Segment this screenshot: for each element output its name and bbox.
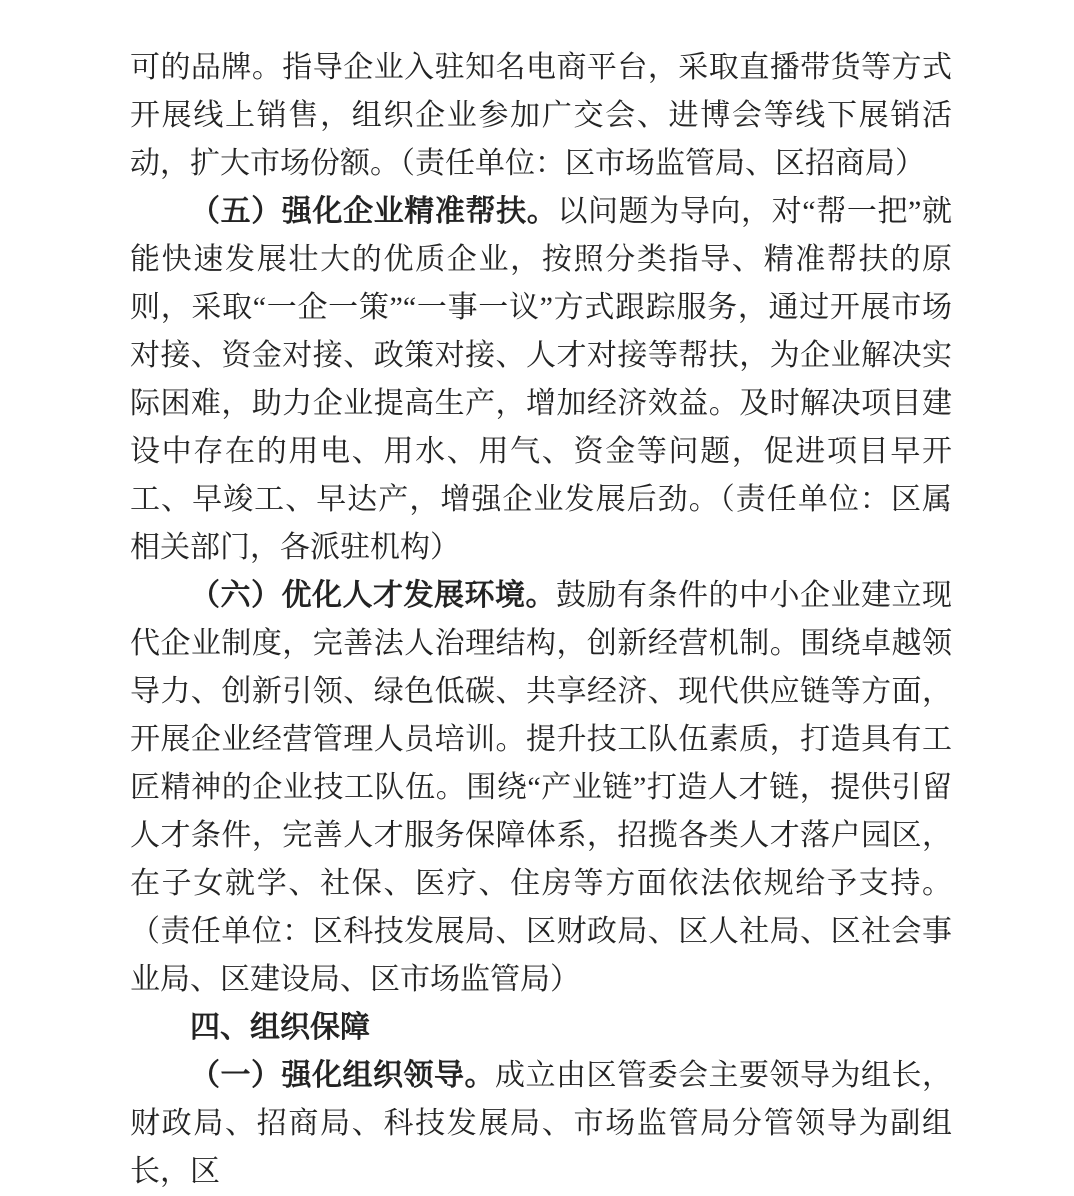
paragraph-text: 以问题为导向，对“帮一把”就能快速发展壮大的优质企业，按照分类指导、精准帮扶的原则，采取“一企一策”“一事一议”方式跟踪服务，通过开展市场对接、资金对接、政策对接、人才对接等帮扶，为企业解决实际困难，助力企业提高生产，增加经济效益。及时解决项目建设中存在的用电、用水、用气、资金等问题，促进项目早开工、早竣工、早达产，增强企业发展后劲。（责任单位：区属相关部门，各派驻机构） (130, 195, 952, 564)
paragraph-text: 可的品牌。指导企业入驻知名电商平台，采取直播带货等方式开展线上销售，组织企业参加广交会、进博会等线下展销活动，扩大市场份额。（责任单位：区市场监管局、区招商局） (130, 51, 952, 180)
paragraph-text: 成立由区管委会主要领导为组长，财政局、招商局、科技发展局、市场监管局分管领导为副组长，区 (130, 1059, 952, 1188)
paragraph-lead: （一）强化组织领导。 (190, 1059, 495, 1092)
paragraph-brand-ecommerce (130, 44, 952, 188)
paragraph-lead: （五）强化企业精准帮扶。 (190, 195, 558, 228)
paragraph-text: 鼓励有条件的中小企业建立现代企业制度，完善法人治理结构，创新经营机制。围绕卓越领导力、创新引领、绿色低碳、共享经济、现代供应链等方面，开展企业经营管理人员培训。提升技工队伍素质，打造具有工匠精神的企业技工队伍。围绕“产业链”打造人才链，提供引留人才条件，完善人才服务保障体系，招揽各类人才落户园区，在子女就学、社保、医疗、住房等方面依法依规给予支持。（责任单位：区科技发展局、区财政局、区人社局、区社会事业局、区建设局、区市场监管局） (130, 579, 952, 996)
paragraph-item-5-precise-assistance (130, 188, 952, 572)
section-heading-organizational-guarantee: 四、组织保障 (190, 1011, 370, 1044)
paragraph-item-1-strengthen-leadership (130, 1052, 952, 1196)
paragraph-item-6-talent-environment (130, 572, 952, 1004)
paragraph-lead: （六）优化人才发展环境。 (190, 579, 556, 612)
